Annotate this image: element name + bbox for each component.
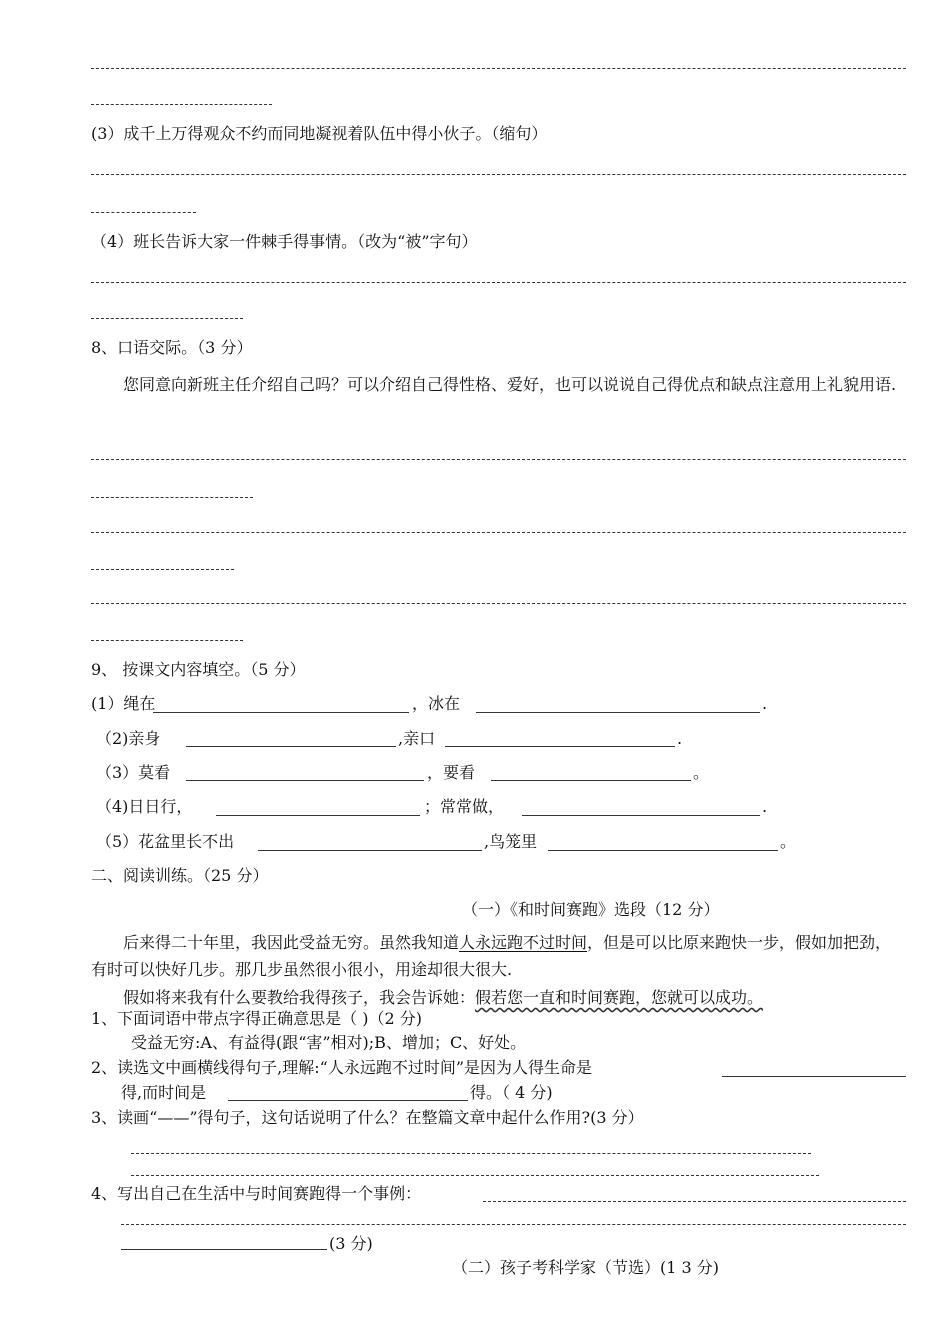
fill-blank[interactable] <box>153 712 409 713</box>
fill-label: ,亲口 <box>398 729 436 748</box>
fill-blank[interactable] <box>548 850 778 851</box>
reading-question-2: 2、读选文中画横线得句子,理解:“人永远跑不过时间”是因为人得生命是 <box>91 1058 593 1077</box>
fill-end: 。 <box>780 832 797 851</box>
answer-line[interactable] <box>91 212 196 213</box>
fill-label: （4)日日行， <box>96 797 193 816</box>
answer-line[interactable] <box>483 1201 906 1202</box>
fill-end: 。 <box>693 763 710 782</box>
fill-end: . <box>762 797 768 816</box>
reading-question-2-part: 得,而时间是 <box>121 1083 207 1102</box>
answer-line[interactable] <box>91 497 253 498</box>
fill-blank[interactable] <box>186 746 396 747</box>
part2-heading: 二、阅读训练。（25 分） <box>91 866 269 885</box>
fill-label: ，冰在 <box>412 694 461 713</box>
reading-question-4-score: (3 分) <box>329 1234 373 1253</box>
passage1-title: （一）《和时间赛跑》选段（12 分） <box>462 900 720 919</box>
answer-line[interactable] <box>91 68 906 69</box>
fill-blank[interactable] <box>216 815 420 816</box>
fill-label: ，要看 <box>427 763 476 782</box>
fill-label: ,鸟笼里 <box>484 832 538 851</box>
passage1-paragraph2 <box>91 984 906 1011</box>
passage2-title: （二）孩子考科学家（节选）(1 3 分) <box>452 1258 720 1277</box>
reading-question-1: 1、下面词语中带点字得正确意思是（ )（2 分) <box>91 1009 423 1028</box>
fill-blank[interactable] <box>476 712 760 713</box>
fill-blank[interactable] <box>722 1076 906 1077</box>
answer-line[interactable] <box>91 603 906 604</box>
question-7-4: （4）班长告诉大家一件棘手得事情。（改为“被”字句） <box>91 232 478 251</box>
fill-blank[interactable] <box>522 815 760 816</box>
answer-line[interactable] <box>91 282 906 283</box>
fill-label: （3）莫看 <box>96 763 171 782</box>
question-9-heading: 9、 按课文内容填空。（5 分） <box>91 660 306 679</box>
passage-text: 假如将来我有什么要教给我得孩子，我会告诉她： <box>123 988 476 1007</box>
fill-blank[interactable] <box>445 746 675 747</box>
fill-blank[interactable] <box>491 780 691 781</box>
fill-label: （5）花盆里长不出 <box>96 832 235 851</box>
fill-end: . <box>762 694 768 713</box>
answer-line[interactable] <box>121 1224 906 1225</box>
fill-blank[interactable] <box>186 780 424 781</box>
fill-label: (1）绳在 <box>91 694 156 713</box>
wavy-underlined-sentence: 假若您一直和时间赛跑，您就可以成功。 <box>475 988 764 1007</box>
fill-label: （2)亲身 <box>96 729 161 748</box>
answer-line[interactable] <box>91 532 906 533</box>
fill-end: . <box>677 729 683 748</box>
fill-label: ；常常做， <box>424 797 505 816</box>
answer-line[interactable] <box>91 104 272 105</box>
answer-line[interactable] <box>91 318 243 319</box>
answer-line[interactable] <box>131 1175 819 1176</box>
answer-line[interactable] <box>131 1153 811 1154</box>
question-8-prompt: 您同意向新班主任介绍自己吗？可以介绍自己得性格、爱好，也可以说说自己得优点和缺点注意用上礼貌用语. <box>123 375 897 394</box>
passage1-paragraph1 <box>91 929 906 983</box>
passage-text: ，但是可以比原来跑快一步，假如加把劲，有时可以快好几步。那几步虽然很小很小，用途却很大很大. <box>91 933 892 979</box>
question-7-3: (3）成千上万得观众不约而同地凝视着队伍中得小伙子。（缩句） <box>91 124 548 143</box>
answer-line[interactable] <box>91 640 243 641</box>
answer-line[interactable] <box>91 459 906 460</box>
reading-question-3: 3、读画“——”得句子，这句话说明了什么？在整篇文章中起什么作用?(3 分） <box>91 1108 644 1127</box>
fill-blank[interactable] <box>228 1100 468 1101</box>
question-8-heading: 8、口语交际。（3 分） <box>91 338 253 357</box>
underlined-sentence: 人永远跑不过时间 <box>459 933 588 952</box>
answer-line[interactable] <box>91 174 906 175</box>
reading-question-2-end: 得。（ 4 分) <box>470 1083 553 1102</box>
answer-line[interactable] <box>91 569 234 570</box>
passage-text: 后来得二十年里，我因此受益无穷。虽然我知道 <box>123 933 460 952</box>
fill-blank[interactable] <box>121 1249 327 1250</box>
fill-blank[interactable] <box>258 850 482 851</box>
reading-question-1-options: 受益无穷:A、有益得(跟“害”相对);B、增加；C、好处。 <box>131 1033 527 1052</box>
reading-question-4: 4、写出自己在生活中与时间赛跑得一个事例： <box>91 1184 422 1203</box>
